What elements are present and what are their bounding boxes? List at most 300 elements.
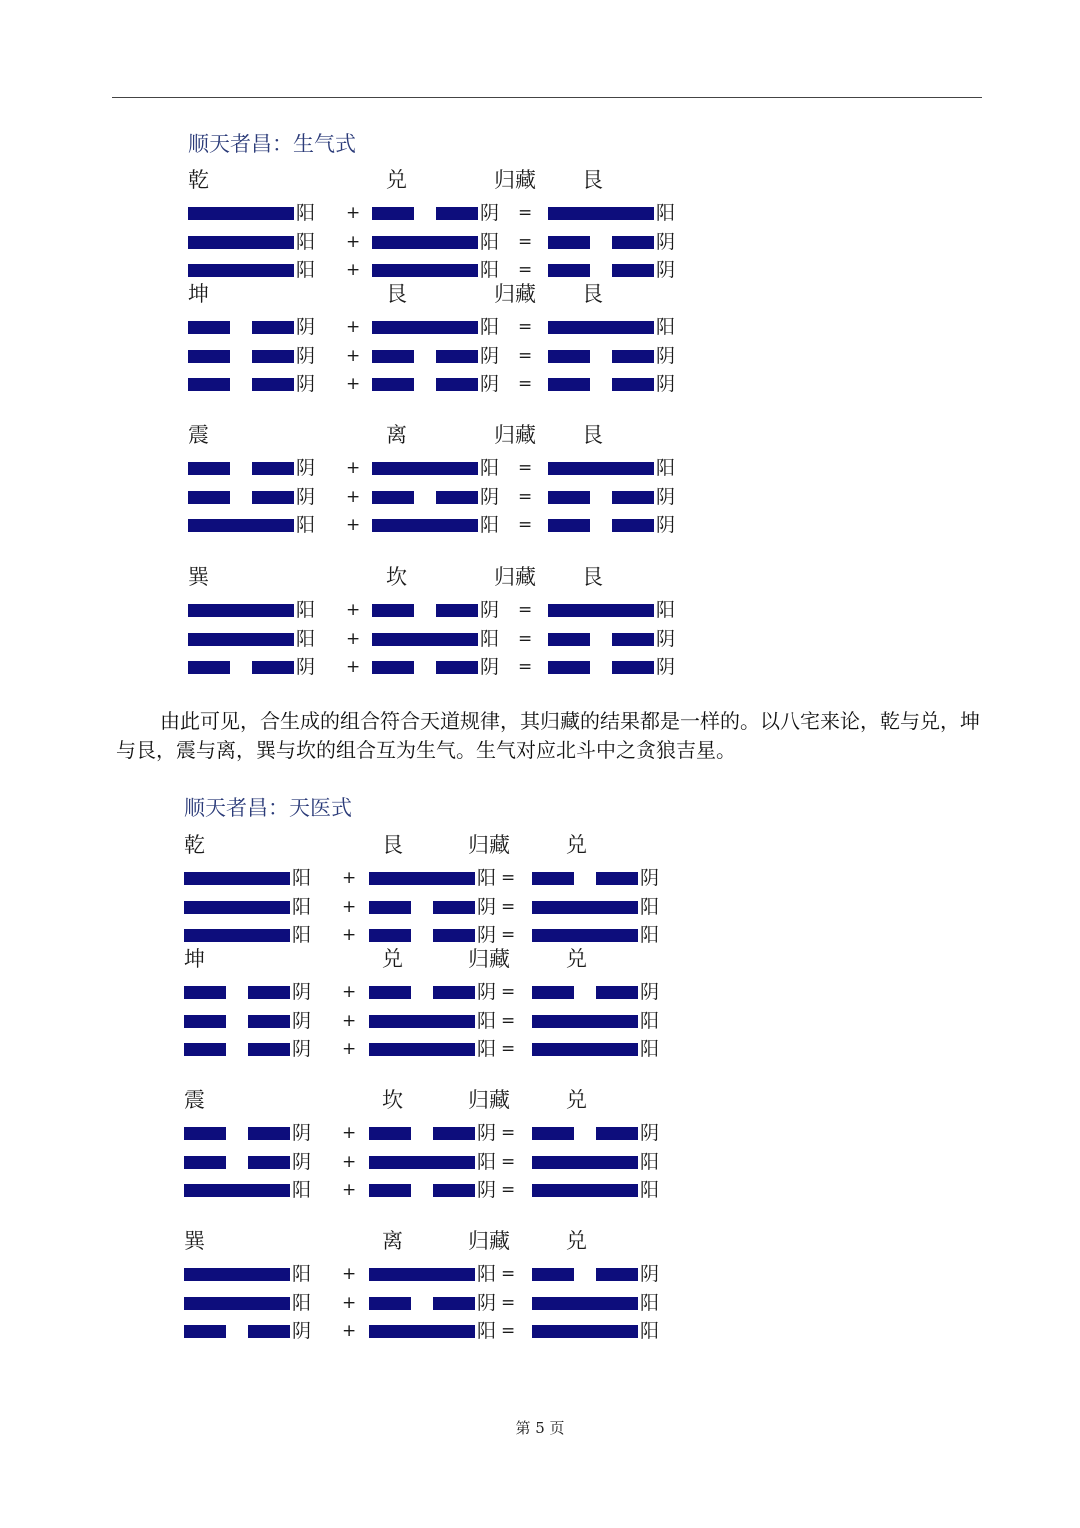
yang-segment bbox=[532, 1297, 638, 1310]
yin-line bbox=[188, 378, 294, 391]
trigram-header: 坤 bbox=[184, 947, 205, 971]
yin-segment bbox=[372, 350, 414, 363]
yang-segment bbox=[369, 1015, 475, 1028]
yang-line bbox=[372, 519, 478, 532]
yin-segment bbox=[548, 661, 590, 674]
yin-segment bbox=[369, 929, 411, 942]
plus-sign: + bbox=[346, 657, 361, 677]
page-number: 第 5 页 bbox=[515, 1419, 565, 1437]
yin-segment bbox=[252, 491, 294, 504]
equals-sign: = bbox=[518, 486, 533, 507]
yang-segment bbox=[532, 1184, 638, 1197]
yinyang-label: 阳 bbox=[477, 1263, 497, 1285]
section-title: 顺天者昌：生气式 bbox=[188, 132, 356, 156]
trigram-header: 兑 bbox=[566, 833, 587, 857]
equals-sign: = bbox=[501, 1292, 516, 1313]
yinyang-label: 阳 bbox=[480, 627, 500, 650]
yinyang-label: 阴 bbox=[292, 1320, 312, 1342]
plus-sign: + bbox=[342, 1123, 357, 1143]
trigram-header: 巽 bbox=[188, 565, 209, 589]
yinyang-label: 阳 bbox=[640, 1179, 660, 1201]
yinyang-label: 阴 bbox=[480, 202, 500, 224]
yinyang-label: 阳 bbox=[640, 1038, 660, 1060]
trigram-header: 巽 bbox=[184, 1229, 205, 1253]
yin-segment bbox=[433, 901, 475, 914]
yin-segment bbox=[184, 1043, 226, 1056]
yin-segment bbox=[436, 661, 478, 674]
yang-line bbox=[184, 872, 290, 885]
yinyang-label: 阳 bbox=[640, 924, 660, 946]
trigram-header: 艮 bbox=[582, 423, 603, 447]
equals-sign: = bbox=[501, 925, 516, 945]
yang-segment bbox=[188, 207, 294, 220]
yinyang-label: 阴 bbox=[640, 867, 660, 889]
yin-segment bbox=[596, 872, 638, 885]
equals-sign: = bbox=[518, 600, 533, 620]
yang-line bbox=[532, 1184, 638, 1197]
yang-segment bbox=[532, 929, 638, 942]
trigram-header: 乾 bbox=[188, 168, 209, 192]
yin-segment bbox=[369, 901, 411, 914]
yinyang-label: 阳 bbox=[292, 867, 312, 889]
yin-segment bbox=[248, 1156, 290, 1169]
yinyang-label: 阳 bbox=[480, 230, 500, 253]
yin-segment bbox=[612, 633, 654, 646]
plus-sign: + bbox=[346, 486, 361, 507]
trigram-header: 坎 bbox=[386, 565, 407, 589]
trigram-header: 归藏 bbox=[494, 168, 536, 192]
yinyang-label: 阴 bbox=[292, 1009, 312, 1032]
yang-line bbox=[548, 321, 654, 334]
yin-segment bbox=[548, 519, 590, 532]
yinyang-label: 阳 bbox=[640, 1150, 660, 1173]
yang-segment bbox=[188, 519, 294, 532]
yin-line bbox=[184, 1325, 290, 1338]
yin-line bbox=[548, 519, 654, 532]
yang-line bbox=[369, 1156, 475, 1169]
yin-segment bbox=[436, 604, 478, 617]
yin-line bbox=[372, 604, 478, 617]
yang-segment bbox=[548, 604, 654, 617]
yinyang-label: 阳 bbox=[640, 1009, 660, 1032]
yang-segment bbox=[369, 1325, 475, 1338]
yinyang-label: 阳 bbox=[477, 1150, 497, 1173]
yinyang-label: 阴 bbox=[296, 485, 316, 508]
yang-line bbox=[184, 1268, 290, 1281]
yinyang-label: 阴 bbox=[477, 1122, 497, 1144]
header-rule bbox=[112, 97, 982, 98]
yang-line bbox=[372, 321, 478, 334]
yin-segment bbox=[433, 1297, 475, 1310]
yinyang-label: 阳 bbox=[640, 1291, 660, 1314]
yang-segment bbox=[369, 1156, 475, 1169]
yin-segment bbox=[612, 236, 654, 249]
equals-sign: = bbox=[518, 628, 533, 649]
yinyang-label: 阴 bbox=[480, 599, 500, 621]
yinyang-label: 阴 bbox=[296, 373, 316, 395]
yin-segment bbox=[612, 264, 654, 277]
plus-sign: + bbox=[346, 260, 361, 280]
yang-line bbox=[369, 1043, 475, 1056]
plus-sign: + bbox=[342, 925, 357, 945]
yinyang-label: 阴 bbox=[292, 1150, 312, 1173]
yinyang-label: 阳 bbox=[296, 627, 316, 650]
yinyang-label: 阴 bbox=[477, 981, 497, 1003]
yin-line bbox=[188, 661, 294, 674]
yinyang-label: 阴 bbox=[656, 485, 676, 508]
yin-line bbox=[188, 321, 294, 334]
body-paragraph: 由此可见，合生成的组合符合天道规律，其归藏的结果都是一样的。以八宅来论，乾与兑，坤与艮，震与离，巽与坎的组合互为生气。生气对应北斗中之贪狼吉星。 bbox=[116, 709, 980, 762]
yinyang-label: 阳 bbox=[656, 316, 676, 338]
yin-line bbox=[548, 350, 654, 363]
trigram-header: 归藏 bbox=[468, 947, 510, 971]
yinyang-label: 阴 bbox=[640, 1122, 660, 1144]
trigram-header: 艮 bbox=[386, 282, 407, 306]
yinyang-label: 阴 bbox=[296, 457, 316, 479]
trigram-header: 震 bbox=[188, 423, 209, 447]
equals-sign: = bbox=[501, 982, 516, 1002]
equals-sign: = bbox=[518, 657, 533, 677]
yin-segment bbox=[252, 350, 294, 363]
trigram-header: 归藏 bbox=[494, 423, 536, 447]
yang-segment bbox=[372, 519, 478, 532]
yang-segment bbox=[184, 1297, 290, 1310]
yin-line bbox=[532, 1268, 638, 1281]
trigram-header: 坤 bbox=[188, 282, 209, 306]
equals-sign: = bbox=[501, 1123, 516, 1143]
plus-sign: + bbox=[342, 982, 357, 1002]
yang-line bbox=[372, 633, 478, 646]
yin-line bbox=[369, 901, 475, 914]
yinyang-label: 阳 bbox=[640, 1320, 660, 1342]
equals-sign: = bbox=[501, 1151, 516, 1172]
yin-segment bbox=[436, 378, 478, 391]
plus-sign: + bbox=[342, 1010, 357, 1031]
plus-sign: + bbox=[346, 458, 361, 478]
yin-segment bbox=[548, 264, 590, 277]
yang-segment bbox=[184, 1184, 290, 1197]
yin-line bbox=[184, 1127, 290, 1140]
yinyang-label: 阴 bbox=[656, 373, 676, 395]
yin-segment bbox=[252, 378, 294, 391]
yang-segment bbox=[532, 1043, 638, 1056]
yin-line bbox=[184, 986, 290, 999]
yin-segment bbox=[436, 207, 478, 220]
yin-segment bbox=[369, 1297, 411, 1310]
yinyang-label: 阴 bbox=[640, 981, 660, 1003]
yang-line bbox=[532, 1043, 638, 1056]
yang-line bbox=[188, 519, 294, 532]
yang-segment bbox=[184, 901, 290, 914]
yang-segment bbox=[548, 321, 654, 334]
yin-segment bbox=[188, 661, 230, 674]
yang-segment bbox=[188, 604, 294, 617]
yin-segment bbox=[188, 321, 230, 334]
yinyang-label: 阴 bbox=[292, 981, 312, 1003]
yinyang-label: 阴 bbox=[656, 656, 676, 678]
equals-sign: = bbox=[501, 896, 516, 917]
yin-line bbox=[188, 491, 294, 504]
yin-line bbox=[372, 661, 478, 674]
plus-sign: + bbox=[346, 345, 361, 366]
yinyang-label: 阳 bbox=[296, 230, 316, 253]
yin-segment bbox=[369, 1184, 411, 1197]
yinyang-label: 阴 bbox=[477, 1291, 497, 1314]
equals-sign: = bbox=[518, 260, 533, 280]
yin-segment bbox=[436, 350, 478, 363]
equals-sign: = bbox=[518, 345, 533, 366]
plus-sign: + bbox=[342, 1321, 357, 1341]
yinyang-label: 阳 bbox=[480, 316, 500, 338]
yang-segment bbox=[188, 236, 294, 249]
trigram-header: 兑 bbox=[566, 1229, 587, 1253]
yin-line bbox=[548, 633, 654, 646]
yin-segment bbox=[532, 1127, 574, 1140]
yin-segment bbox=[433, 1184, 475, 1197]
yin-line bbox=[369, 1184, 475, 1197]
yang-segment bbox=[372, 321, 478, 334]
yin-segment bbox=[532, 872, 574, 885]
equals-sign: = bbox=[518, 231, 533, 252]
section-title: 顺天者昌：天医式 bbox=[184, 796, 352, 820]
trigram-header: 归藏 bbox=[468, 833, 510, 857]
yang-line bbox=[369, 1325, 475, 1338]
trigram-header: 艮 bbox=[582, 168, 603, 192]
yin-segment bbox=[369, 1127, 411, 1140]
yin-segment bbox=[532, 1268, 574, 1281]
trigram-header: 归藏 bbox=[468, 1088, 510, 1112]
yin-segment bbox=[252, 462, 294, 475]
yang-line bbox=[548, 604, 654, 617]
yang-line bbox=[532, 1156, 638, 1169]
plus-sign: + bbox=[346, 231, 361, 252]
yin-segment bbox=[612, 491, 654, 504]
yin-segment bbox=[248, 1325, 290, 1338]
yang-line bbox=[188, 633, 294, 646]
equals-sign: = bbox=[501, 1180, 516, 1200]
yin-line bbox=[532, 872, 638, 885]
yin-segment bbox=[184, 1127, 226, 1140]
yin-line bbox=[369, 929, 475, 942]
yinyang-label: 阴 bbox=[480, 656, 500, 678]
yin-line bbox=[372, 491, 478, 504]
yinyang-label: 阴 bbox=[656, 627, 676, 650]
yin-segment bbox=[596, 1127, 638, 1140]
yin-segment bbox=[612, 661, 654, 674]
equals-sign: = bbox=[501, 1264, 516, 1284]
equals-sign: = bbox=[518, 515, 533, 535]
yinyang-label: 阳 bbox=[480, 457, 500, 479]
yin-segment bbox=[372, 604, 414, 617]
yinyang-label: 阴 bbox=[296, 316, 316, 338]
yang-segment bbox=[369, 1268, 475, 1281]
yin-line bbox=[372, 378, 478, 391]
yinyang-label: 阳 bbox=[292, 1291, 312, 1314]
plus-sign: + bbox=[346, 317, 361, 337]
yin-segment bbox=[248, 986, 290, 999]
yinyang-label: 阴 bbox=[296, 656, 316, 678]
plus-sign: + bbox=[346, 203, 361, 223]
yang-line bbox=[184, 1297, 290, 1310]
yinyang-label: 阴 bbox=[640, 1263, 660, 1285]
yin-segment bbox=[433, 986, 475, 999]
plus-sign: + bbox=[342, 1180, 357, 1200]
yinyang-label: 阴 bbox=[296, 344, 316, 367]
trigram-header: 坎 bbox=[382, 1088, 403, 1112]
yin-segment bbox=[548, 350, 590, 363]
yinyang-label: 阳 bbox=[656, 457, 676, 479]
yang-segment bbox=[184, 872, 290, 885]
plus-sign: + bbox=[346, 600, 361, 620]
yang-line bbox=[184, 929, 290, 942]
yang-line bbox=[532, 1297, 638, 1310]
yang-line bbox=[532, 901, 638, 914]
trigram-header: 兑 bbox=[386, 168, 407, 192]
yin-segment bbox=[372, 378, 414, 391]
trigram-header: 艮 bbox=[582, 565, 603, 589]
yin-segment bbox=[188, 350, 230, 363]
yin-segment bbox=[248, 1127, 290, 1140]
yin-segment bbox=[372, 661, 414, 674]
yang-line bbox=[532, 929, 638, 942]
yin-segment bbox=[184, 986, 226, 999]
yinyang-label: 阳 bbox=[480, 259, 500, 281]
yang-segment bbox=[532, 1156, 638, 1169]
yin-segment bbox=[548, 491, 590, 504]
trigram-header: 归藏 bbox=[468, 1229, 510, 1253]
yin-line bbox=[532, 986, 638, 999]
yinyang-label: 阳 bbox=[477, 1038, 497, 1060]
yinyang-label: 阳 bbox=[296, 259, 316, 281]
yang-segment bbox=[188, 264, 294, 277]
yin-line bbox=[372, 207, 478, 220]
yin-segment bbox=[369, 986, 411, 999]
yinyang-label: 阳 bbox=[656, 599, 676, 621]
yin-line bbox=[548, 264, 654, 277]
yinyang-label: 阳 bbox=[480, 514, 500, 536]
yinyang-label: 阴 bbox=[480, 344, 500, 367]
yang-line bbox=[188, 236, 294, 249]
yinyang-label: 阳 bbox=[296, 202, 316, 224]
yang-line bbox=[184, 1184, 290, 1197]
yinyang-label: 阳 bbox=[640, 895, 660, 918]
trigram-header: 归藏 bbox=[494, 282, 536, 306]
yin-line bbox=[532, 1127, 638, 1140]
yang-line bbox=[372, 462, 478, 475]
plus-sign: + bbox=[342, 1264, 357, 1284]
yin-segment bbox=[188, 491, 230, 504]
yin-line bbox=[548, 378, 654, 391]
yang-segment bbox=[532, 1325, 638, 1338]
yinyang-label: 阴 bbox=[656, 344, 676, 367]
yinyang-label: 阴 bbox=[477, 1179, 497, 1201]
yin-segment bbox=[252, 661, 294, 674]
yin-segment bbox=[612, 378, 654, 391]
plus-sign: + bbox=[346, 628, 361, 649]
yin-segment bbox=[188, 378, 230, 391]
yin-segment bbox=[372, 491, 414, 504]
yinyang-label: 阴 bbox=[656, 230, 676, 253]
yinyang-label: 阴 bbox=[656, 259, 676, 281]
yang-line bbox=[369, 1015, 475, 1028]
yinyang-label: 阴 bbox=[292, 1122, 312, 1144]
plus-sign: + bbox=[342, 1292, 357, 1313]
equals-sign: = bbox=[501, 1010, 516, 1031]
yinyang-label: 阳 bbox=[296, 514, 316, 536]
plus-sign: + bbox=[342, 1039, 357, 1059]
yang-segment bbox=[369, 872, 475, 885]
yang-segment bbox=[184, 929, 290, 942]
plus-sign: + bbox=[346, 374, 361, 394]
yin-line bbox=[369, 1297, 475, 1310]
trigram-header: 艮 bbox=[582, 282, 603, 306]
plus-sign: + bbox=[342, 1151, 357, 1172]
yinyang-label: 阴 bbox=[480, 485, 500, 508]
yinyang-label: 阳 bbox=[656, 202, 676, 224]
yinyang-label: 阳 bbox=[477, 1320, 497, 1342]
trigram-header: 兑 bbox=[382, 947, 403, 971]
plus-sign: + bbox=[346, 515, 361, 535]
yang-segment bbox=[372, 462, 478, 475]
yin-segment bbox=[433, 929, 475, 942]
yin-segment bbox=[612, 519, 654, 532]
yin-segment bbox=[188, 462, 230, 475]
yang-segment bbox=[548, 462, 654, 475]
yin-segment bbox=[433, 1127, 475, 1140]
yinyang-label: 阴 bbox=[656, 514, 676, 536]
yang-segment bbox=[372, 633, 478, 646]
yinyang-label: 阴 bbox=[480, 373, 500, 395]
yinyang-label: 阴 bbox=[477, 924, 497, 946]
yang-segment bbox=[188, 633, 294, 646]
yin-segment bbox=[252, 321, 294, 334]
equals-sign: = bbox=[501, 868, 516, 888]
trigram-header: 归藏 bbox=[494, 565, 536, 589]
trigram-header: 兑 bbox=[566, 1088, 587, 1112]
yin-line bbox=[184, 1015, 290, 1028]
yang-segment bbox=[372, 264, 478, 277]
yinyang-label: 阳 bbox=[292, 924, 312, 946]
yinyang-label: 阴 bbox=[292, 1038, 312, 1060]
equals-sign: = bbox=[518, 458, 533, 478]
yin-segment bbox=[596, 986, 638, 999]
yinyang-label: 阳 bbox=[477, 867, 497, 889]
yang-line bbox=[372, 236, 478, 249]
yang-segment bbox=[532, 901, 638, 914]
yinyang-label: 阳 bbox=[477, 1009, 497, 1032]
plus-sign: + bbox=[342, 868, 357, 888]
yang-segment bbox=[532, 1015, 638, 1028]
yin-segment bbox=[248, 1015, 290, 1028]
yang-line bbox=[369, 872, 475, 885]
yin-line bbox=[188, 462, 294, 475]
yinyang-label: 阳 bbox=[292, 1179, 312, 1201]
yin-segment bbox=[372, 207, 414, 220]
yin-line bbox=[184, 1156, 290, 1169]
yin-segment bbox=[548, 378, 590, 391]
equals-sign: = bbox=[501, 1039, 516, 1059]
trigram-header: 兑 bbox=[566, 947, 587, 971]
yang-line bbox=[548, 462, 654, 475]
yin-line bbox=[369, 986, 475, 999]
yang-segment bbox=[369, 1043, 475, 1056]
yin-segment bbox=[248, 1043, 290, 1056]
yin-line bbox=[548, 661, 654, 674]
yin-segment bbox=[596, 1268, 638, 1281]
trigram-header: 乾 bbox=[184, 833, 205, 857]
trigram-header: 艮 bbox=[382, 833, 403, 857]
yin-segment bbox=[436, 491, 478, 504]
